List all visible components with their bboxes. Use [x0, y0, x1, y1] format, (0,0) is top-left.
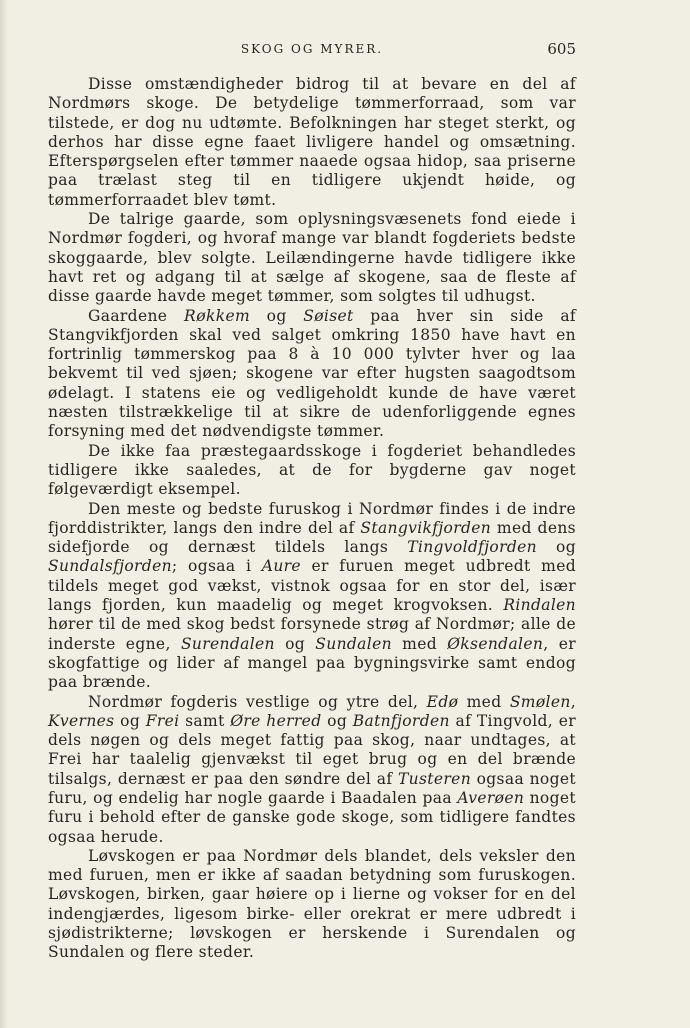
text-run: med — [458, 692, 510, 711]
italic-place-name: Røkkem — [183, 306, 251, 325]
text-run: paa hver sin side af Stangvikfjorden skal ved salget omkring 1850 have havt en fortrinlig tømmerskog paa 8 à 10 000 tylvter hver og laa bekvemt til ved sjøen; skogene var efter hugsten saagodtsom ødelagt. I statens eie og vedligeholdt kunde de have været næsten tilstrækkelige til at sikre de udenforliggende egnes forsyning med det nødvendigste tømmer. — [48, 306, 577, 441]
paragraph — [48, 307, 576, 442]
text-run: , er skogfattige og lider af mangel paa bygningsvirke samt endog paa brænde. — [48, 634, 576, 692]
italic-place-name: Øksendalen — [447, 634, 544, 653]
italic-place-name: Edø — [426, 692, 459, 711]
italic-place-name: Sundalen — [315, 634, 392, 653]
italic-place-name: Kvernes — [48, 711, 115, 730]
paragraph — [48, 75, 576, 210]
page-edge — [0, 0, 8, 1028]
text-run: noget furu i behold efter de ganske gode skoge, som tidligere fandtes ogsaa herude. — [48, 788, 576, 846]
text-run: De talrige gaarde, som oplysningsvæsenets fond eiede i Nordmør fogderi, og hvoraf mange var blandt fogderiets bedste skoggaarde, blev solgte. Leilændingerne havde tidligere ikke havt ret og adgang til at sælge af skogene, saa de fleste af disse gaarde havde meget tømmer, som solgtes til udhugst. — [48, 210, 576, 306]
italic-place-name: Tusteren — [397, 769, 472, 788]
italic-place-name: Aure — [261, 557, 301, 576]
paragraph — [48, 847, 576, 963]
italic-place-name: Stangvikfjorden — [360, 518, 492, 537]
paragraph — [48, 500, 576, 693]
italic-place-name: Rindalen — [503, 596, 576, 615]
italic-place-name: Batnfjorden — [352, 711, 450, 730]
page-header — [48, 40, 576, 60]
text-run: Nordmør fogderis vestlige og ytre del, — [88, 692, 427, 711]
text-run: ogsaa noget furu, og endelig har nogle gaarde i Baadalen paa — [48, 769, 576, 807]
text-run: Gaardene — [88, 306, 184, 325]
text-run: af Tingvold, er dels nøgen og dels meget fattig paa skog, naar undtages, at Frei har taalelig gjenvækst til eget brug og en del brænde tilsalgs, dernæst er paa den søndre del af — [48, 711, 577, 788]
italic-place-name: Surendalen — [180, 634, 275, 653]
text-run: med — [391, 634, 448, 653]
text-run: med dens sidefjorde og dernæst tildels langs — [48, 518, 576, 557]
paragraph — [48, 442, 576, 500]
text-run: er furuen meget udbredt med tildels meget god vækst, vistnok ogsaa for en stor del, især langs fjorden, kun maadelig og meget krogvoksen. — [48, 557, 576, 615]
text-run: og — [274, 634, 316, 653]
text-run: , — [570, 692, 576, 711]
italic-place-name: Averøen — [457, 788, 525, 807]
text-run: Den meste og bedste furuskog i Nordmør findes i de indre fjorddistrikter, langs den indre del af — [48, 499, 576, 537]
italic-place-name: Søiset — [303, 306, 354, 325]
italic-place-name: Frei — [145, 711, 180, 730]
page-number: 605 — [547, 40, 576, 58]
text-run: ; ogsaa i — [171, 557, 262, 576]
body-text — [48, 75, 576, 963]
text-run: og — [536, 538, 576, 557]
paragraph — [48, 210, 576, 306]
text-run: Disse omstændigheder bidrog til at bevare en del af Nordmørs skoge. De betydelige tømmerforraad, som var tilstede, er dog nu udtømte. Befolkningen har steget sterkt, og derhos har disse egne faaet livligere handel og omsætning. Efterspørgselen efter tømmer naaede ogsaa hidop, saa priserne paa trælast steg til en tidligere ukjendt høide, og tømmerforraadet blev tømt. — [48, 75, 576, 209]
text-run: og — [250, 306, 304, 325]
text-run: samt — [179, 711, 231, 730]
text-run: og — [321, 711, 353, 730]
italic-place-name: Tingvoldfjorden — [407, 538, 537, 557]
text-run: hører til de med skog bedst forsynede strøg af Nordmør; alle de inderste egne, — [48, 615, 576, 653]
text-run: De ikke faa præstegaardsskoge i fogderiet behandledes tidligere ikke saaledes, at de for bygderne gav noget følgeværdigt eksempel. — [48, 441, 576, 499]
italic-place-name: Smølen — [509, 692, 571, 711]
text-run: og — [114, 711, 146, 730]
italic-place-name: Øre herred — [230, 711, 322, 730]
paragraph — [48, 693, 576, 847]
italic-place-name: Sundalsfjorden — [48, 557, 172, 576]
running-head: SKOG OG MYRER. — [240, 42, 384, 56]
text-run: Løvskogen er paa Nordmør dels blandet, dels veksler den med furuen, men er ikke af saadan betydning som furuskogen. Løvskogen, birken, gaar høiere op i lierne og vokser for en del indengjærdes, ligesom birke- eller orekrat er mere udbredt i sjødistrikterne; løvskogen er herskende i Surendalen og Sundalen og flere steder. — [48, 846, 576, 962]
